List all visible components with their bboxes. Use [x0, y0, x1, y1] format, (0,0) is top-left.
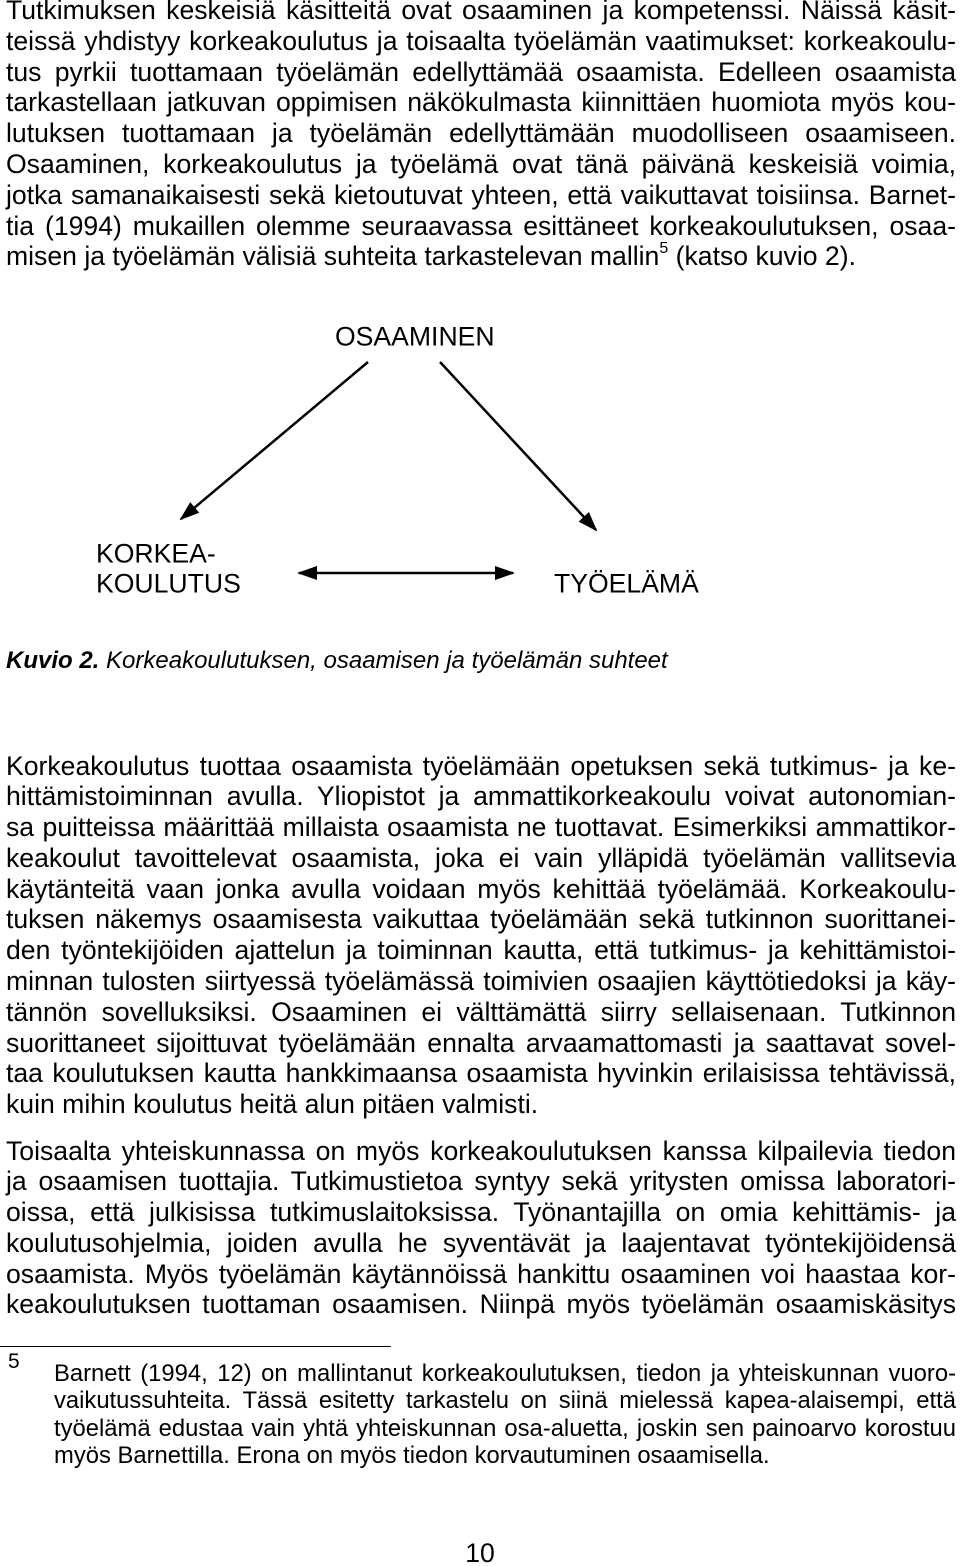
diagram-label-osaaminen: OSAAMINEN [335, 321, 495, 352]
text-line: hittämistoiminnan avulla. Yliopistot ja ammattikorkeakoulu voivat autonomian- [6, 781, 956, 812]
arrow-osaaminen-to-korkeakoulutus [181, 362, 368, 519]
text-line: tus pyrkii tuottamaan työelämän edellyttämää osaamista. Edelleen osaamista [6, 56, 956, 87]
text-line: tarkastellaan jatkuvan oppimisen näkökulmasta kiinnittäen huomiota myös kou- [6, 87, 956, 118]
text-line: keakoulut tavoittelevat osaamista, joka ei vain ylläpidä työelämän vallitsevia [6, 842, 956, 873]
arrow-osaaminen-to-tyoelama [440, 362, 596, 530]
footnote-line: myös Barnettilla. Erona on myös tiedon korvautuminen osaamisella. [54, 1441, 770, 1469]
text-line: ja osaamisen tuottajia. Tutkimustietoa syntyy sekä yritysten omissa laboratori- [6, 1166, 956, 1197]
text-line: kuin mihin koulutus heitä alun pitäen valmisti. [6, 1089, 539, 1120]
text-line: tännön sovelluksiksi. Osaaminen ei välttämättä siirry sellaisenaan. Tutkinnon [6, 996, 956, 1027]
text-line: suorittaneet sijoittuvat työelämään ennalta arvaamattomasti ja saattavat sovel- [6, 1027, 956, 1058]
text-line: Toisaalta yhteiskunnassa on myös korkeakoulutuksen kanssa kilpailevia tiedon [6, 1135, 956, 1166]
text-line: Osaaminen, korkeakoulutus ja työelämä ovat tänä päivänä keskeisiä voimia, [6, 148, 956, 179]
text-line: jotka samanaikaisesti sekä kietoutuvat yhteen, että vaikuttavat toisiinsa. Barnet- [6, 179, 956, 210]
footnote-number: 5 [8, 1350, 20, 1373]
text-line: taa koulutuksen kautta hankkimaansa osaamista hyvinkin erilaisissa tehtävissä, [6, 1058, 956, 1089]
text-line: minnan tulosten siirtyessä työelämässä toimivien osaajien käyttötiedoksi ja käy- [6, 966, 956, 997]
footnote-separator [0, 1346, 391, 1347]
text-line: lutuksen tuottamaan ja työelämän edellyttämään muodolliseen osaamiseen. [6, 118, 956, 149]
text-line [6, 241, 956, 272]
text-line: sa puitteissa määrittää millaista osaamista ne tuottavat. Esimerkiksi ammattikor- [6, 812, 956, 843]
diagram-label-korkeakoulutus-line-1: KORKEA- [96, 538, 216, 569]
footnote-line: Barnett (1994, 12) on mallintanut korkeakoulutuksen, tiedon ja yhteiskunnan vuoro- [54, 1360, 956, 1387]
footnote-text [54, 1360, 956, 1469]
text-line: teissä yhdistyy korkeakoulutus ja toisaalta työelämän vaatimukset: korkeakoulu- [6, 25, 956, 56]
paragraph-competing-producers [6, 1136, 956, 1321]
footnote-line: vaikutussuhteita. Tässä esitetty tarkastelu on siinä mielessä kapea-alaisempi, että [54, 1387, 956, 1415]
text-line: koulutusohjelmia, joiden avulla he syventävät ja laajentavat työntekijöidensä [6, 1227, 956, 1258]
figure-caption-text: Korkeakoulutuksen, osaamisen ja työelämän suhteet [106, 647, 668, 674]
relationship-diagram [0, 300, 960, 605]
diagram-label-korkeakoulutus-line-2: KOULUTUS [96, 568, 241, 599]
text-line: Korkeakoulutus tuottaa osaamista työelämään opetuksen sekä tutkimus- ja ke- [6, 750, 956, 781]
paragraph-key-concepts [6, 0, 956, 272]
text-line: den työntekijöiden ajattelun ja toiminnan kautta, että tutkimus- ja kehittämistoi- [6, 935, 956, 966]
text-line: oissa, että julkisissa tutkimuslaitoksissa. Työnantajilla on omia kehittämis- ja [6, 1197, 956, 1228]
text-line: keakoulutuksen tuottaman osaamisen. Niinpä myös työelämän osaamiskäsitys [6, 1289, 956, 1320]
diagram-label-tyoelama: TYÖELÄMÄ [554, 568, 699, 599]
text-line: tia (1994) mukaillen olemme seuraavassa esittäneet korkeakoulutuksen, osaa- [6, 210, 956, 241]
text-line: käytänteitä vaan jonka avulla voidaan myös kehittää työelämää. Korkeakoulu- [6, 873, 956, 904]
text-line: tuksen näkemys osaamisesta vaikuttaa työelämään sekä tutkinnon suorittanei- [6, 904, 956, 935]
text-line: Tutkimuksen keskeisiä käsitteitä ovat osaaminen ja kompetenssi. Näissä käsit- [6, 0, 956, 25]
paragraph-higher-education-output [6, 751, 956, 1121]
footnote-line: työelämä edustaa vain yhtä yhteiskunnan osa-aluetta, joskin sen painoarvo korostuu [54, 1414, 956, 1442]
text-segment: misen ja työelämän välisiä suhteita tarkastelevan mallin [6, 241, 660, 272]
figure-caption-label: Kuvio 2. [6, 647, 100, 674]
footnote-reference: 5 [659, 240, 669, 258]
text-segment: (katso kuvio 2). [668, 241, 856, 272]
text-line: osaamista. Myös työelämän käytännöissä hankittu osaaminen voi haastaa kor- [6, 1258, 956, 1289]
figure-caption [6, 647, 668, 675]
page-number: 10 [465, 1538, 495, 1566]
